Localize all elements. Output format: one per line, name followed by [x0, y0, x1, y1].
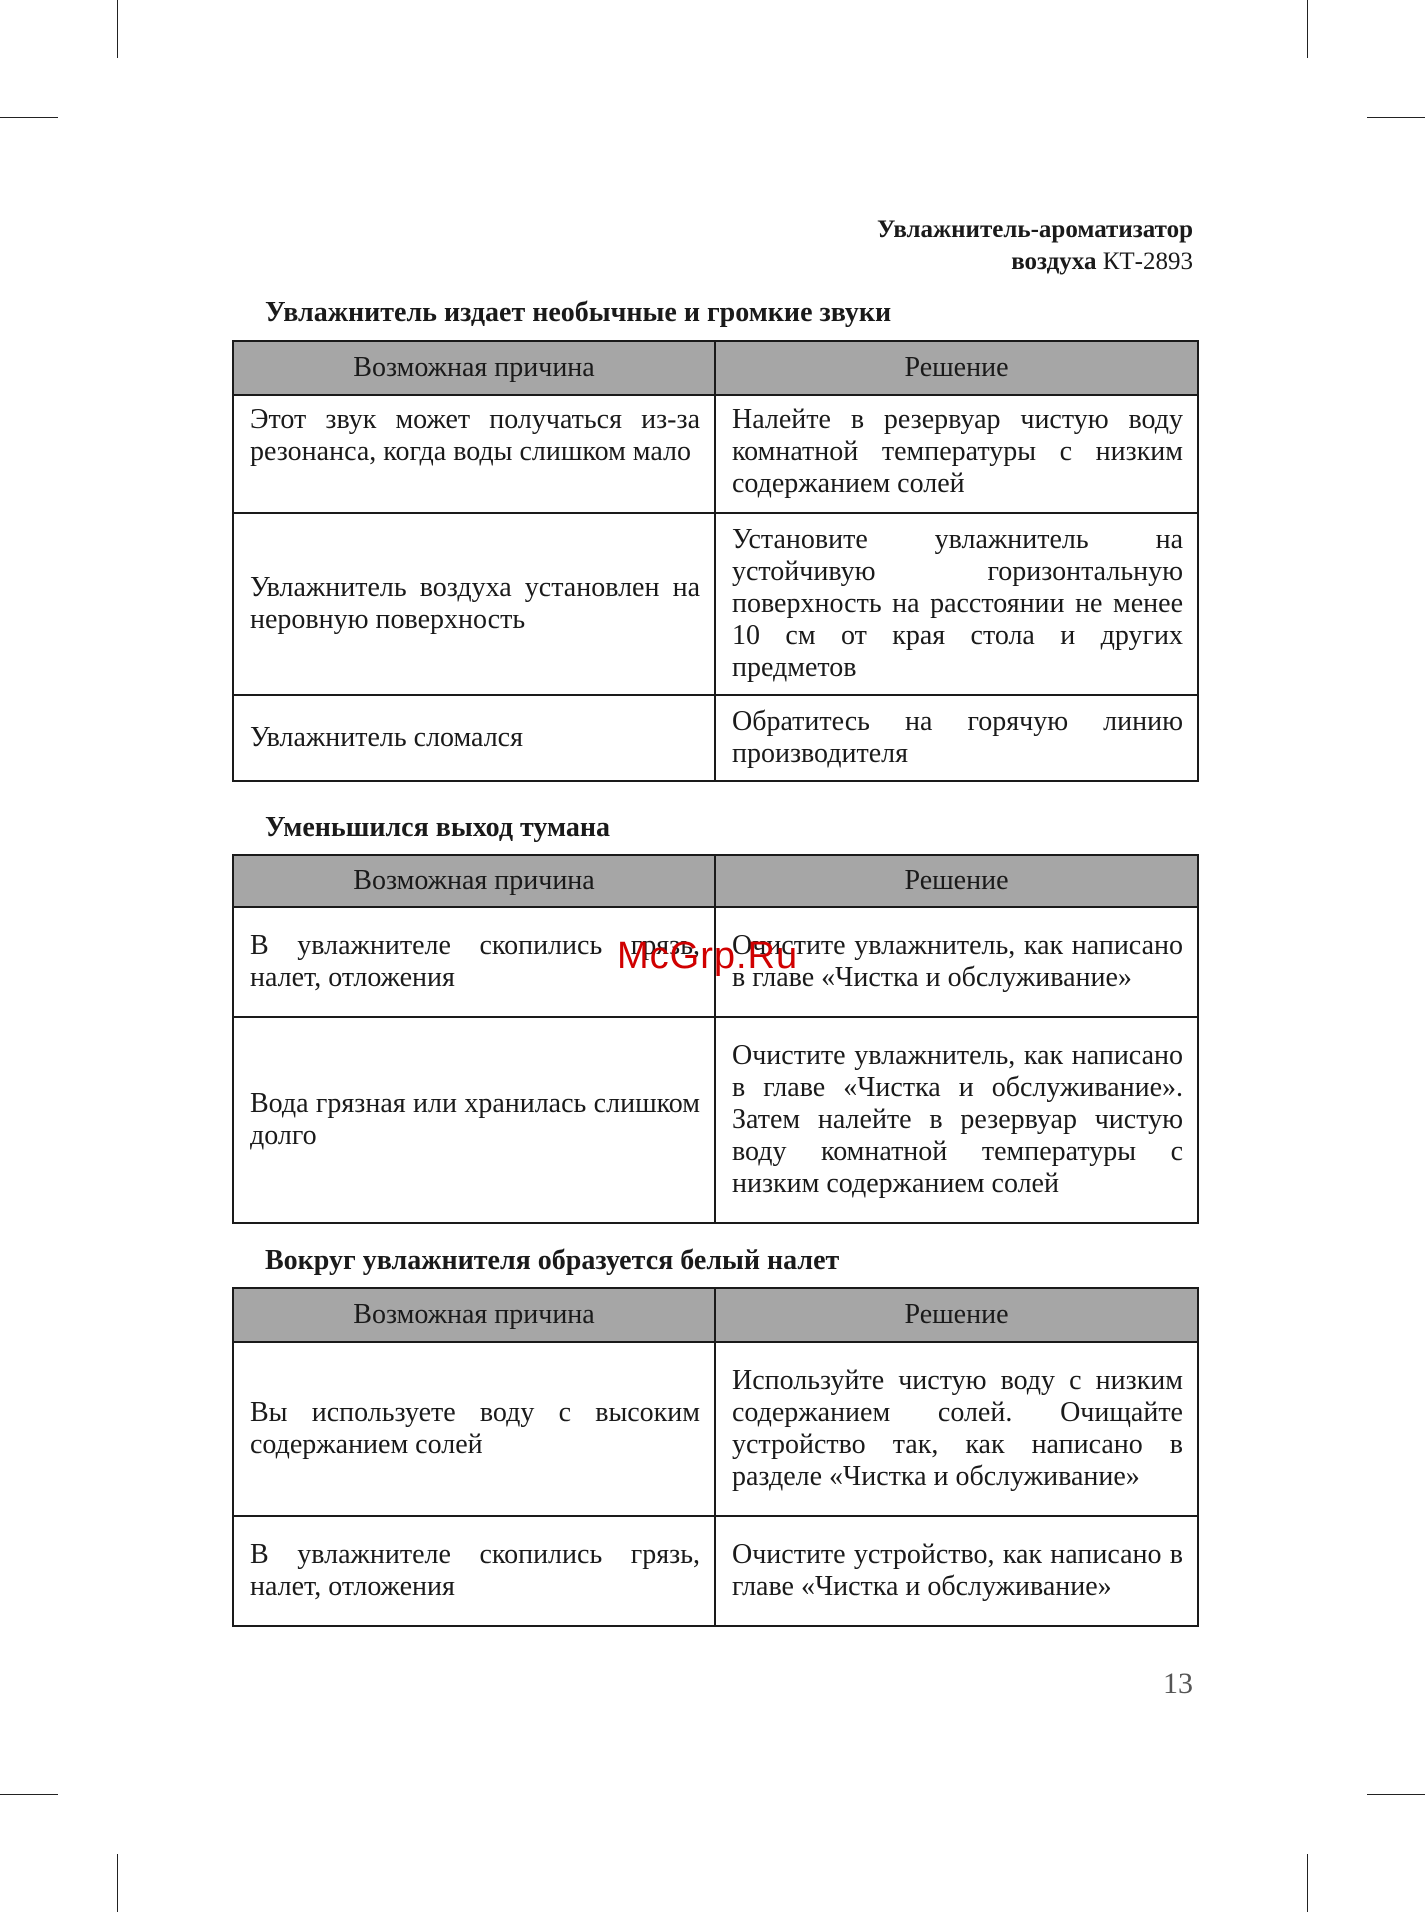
solution-cell: Используйте чистую воду с низким содержанием солей. Очищайте устройство так, как написано в разделе «Чистка и обслуживание» [715, 1342, 1198, 1516]
crop-mark [1307, 0, 1308, 58]
cause-cell: Увлажнитель воздуха установлен на неровную поверхность [233, 513, 715, 695]
section-title-white-residue: Вокруг увлажнителя образуется белый налет [265, 1245, 840, 1276]
column-header-solution: Решение [715, 855, 1198, 907]
watermark: McGrp.Ru [617, 935, 799, 977]
cause-cell: Вы используете воду с высоким содержанием солей [233, 1342, 715, 1516]
table-row [233, 695, 1198, 781]
solution-cell: Очистите устройство, как написано в главе «Чистка и обслуживание» [715, 1516, 1198, 1626]
solution-cell: Обратитесь на горячую линию производителя [715, 695, 1198, 781]
crop-mark [1367, 1794, 1425, 1795]
cause-cell: В увлажнителе скопились грязь, налет, отложения [233, 907, 715, 1017]
crop-mark [0, 117, 58, 118]
cause-cell: Этот звук может получаться из-за резонанса, когда воды слишком мало [233, 395, 715, 513]
table-row [233, 513, 1198, 695]
column-header-solution: Решение [715, 341, 1198, 395]
table-row [233, 395, 1198, 513]
table-header-row [233, 855, 1198, 907]
column-header-cause: Возможная причина [233, 855, 715, 907]
header-model: КТ-2893 [1102, 248, 1193, 275]
table-row [233, 1017, 1198, 1223]
column-header-cause: Возможная причина [233, 341, 715, 395]
table-row [233, 1342, 1198, 1516]
header-product: Увлажнитель-ароматизатор [877, 216, 1193, 243]
crop-mark [1307, 1854, 1308, 1912]
section-title-noise: Увлажнитель издает необычные и громкие звуки [265, 297, 892, 328]
table-header-row [233, 1288, 1198, 1342]
table-row [233, 1516, 1198, 1626]
section-title-mist: Уменьшился выход тумана [265, 812, 611, 843]
troubleshooting-table-mist [232, 854, 1199, 1224]
troubleshooting-table-noise [232, 340, 1199, 782]
solution-cell: Очистите увлажнитель, как написано в главе «Чистка и обслуживание» [715, 907, 1198, 1017]
cause-cell: Вода грязная или хранилась слишком долго [233, 1017, 715, 1223]
solution-cell: Установите увлажнитель на устойчивую горизонтальную поверхность на расстоянии не менее 10 см от края стола и других предметов [715, 513, 1198, 695]
running-header [877, 214, 1193, 278]
crop-mark [117, 0, 118, 58]
troubleshooting-table-white-residue [232, 1287, 1199, 1627]
page-number: 13 [1163, 1667, 1193, 1700]
table-header-row [233, 341, 1198, 395]
header-product-cont: воздуха [1011, 248, 1097, 275]
crop-mark [0, 1794, 58, 1795]
cause-cell: Увлажнитель сломался [233, 695, 715, 781]
solution-cell: Очистите увлажнитель, как написано в главе «Чистка и обслуживание». Затем налейте в резервуар чистую воду комнатной температуры с низким содержанием солей [715, 1017, 1198, 1223]
column-header-cause: Возможная причина [233, 1288, 715, 1342]
cause-cell: В увлажнителе скопились грязь, налет, отложения [233, 1516, 715, 1626]
crop-mark [1367, 117, 1425, 118]
column-header-solution: Решение [715, 1288, 1198, 1342]
solution-cell: Налейте в резервуар чистую воду комнатной температуры с низким содержанием солей [715, 395, 1198, 513]
crop-mark [117, 1854, 118, 1912]
